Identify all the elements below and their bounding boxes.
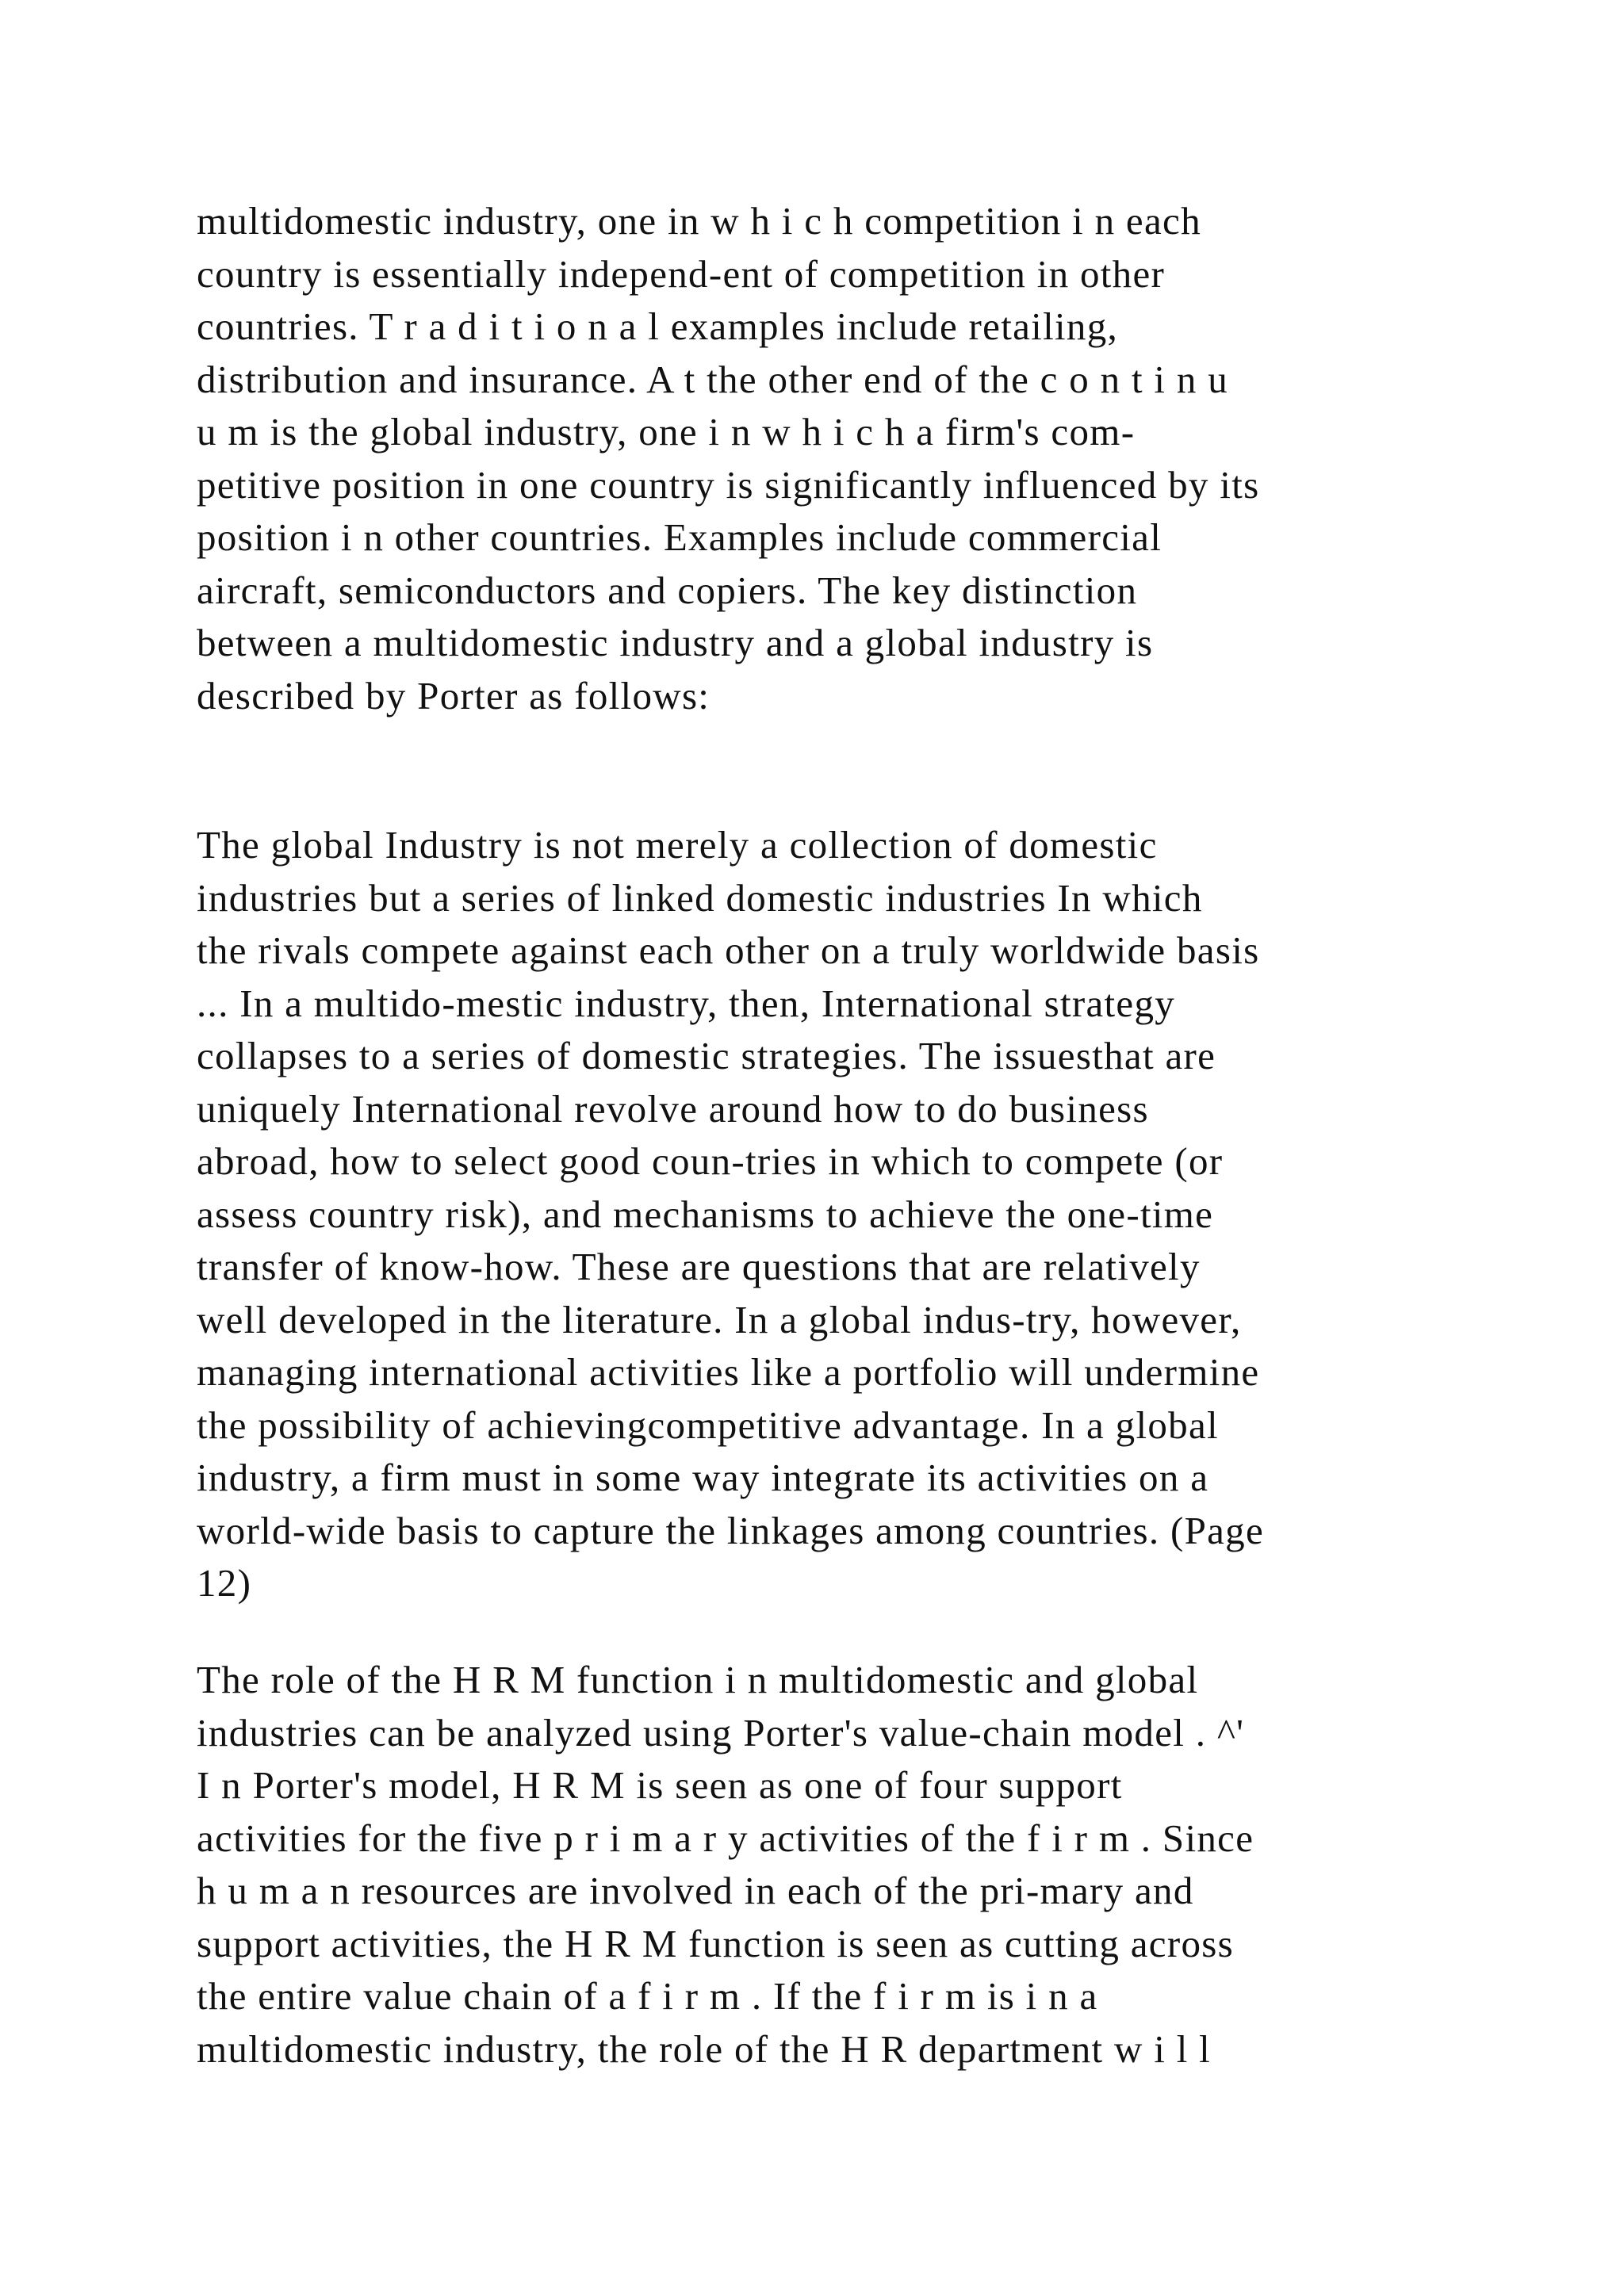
text-line: transfer of know-how. These are questions that are relatively (197, 1245, 1201, 1288)
text-line: ... In a multido-mestic industry, then, International strategy (197, 981, 1176, 1025)
text-line: support activities, the H R M function is seen as cutting across (197, 1921, 1234, 1965)
text-line: The role of the H R M function i n multidomestic and global (197, 1658, 1199, 1701)
text-line: world-wide basis to capture the linkages among countries. (Page (197, 1508, 1265, 1552)
text-line: uniquely International revolve around how to do business (197, 1086, 1149, 1131)
text-line: described by Porter as follows: (197, 673, 710, 718)
text-line: the possibility of achievingcompetitive advantage. In a global (197, 1402, 1219, 1447)
text-line: collapses to a series of domestic strategies. The issuesthat are (197, 1034, 1216, 1077)
text-line: countries. T r a d i t i o n a l examples include retailing, (197, 304, 1119, 348)
paragraph-multidomestic-intro (197, 195, 1481, 722)
paragraph-porter-quote (197, 819, 1481, 1610)
text-line: aircraft, semiconductors and copiers. The key distinction (197, 568, 1138, 612)
text-line: u m is the global industry, one i n w h i c h a firm's com- (197, 410, 1136, 453)
text-line: well developed in the literature. In a global indus-try, however, (197, 1297, 1242, 1341)
text-line: between a multidomestic industry and a global industry is (197, 621, 1154, 664)
text-line: petitive position in one country is significantly influenced by its (197, 462, 1260, 507)
text-line: I n Porter's model, H R M is seen as one of four support (197, 1763, 1123, 1807)
text-line: the rivals compete against each other on a truly worldwide basis (197, 928, 1260, 972)
text-line: abroad, how to select good coun-tries in which to compete (or (197, 1139, 1224, 1183)
paragraph-hrm-role (197, 1654, 1481, 2076)
text-line: industry, a firm must in some way integrate its activities on a (197, 1456, 1209, 1499)
text-line: activities for the five p r i m a r y activities of the f i r m . Since (197, 1816, 1254, 1860)
text-line: assess country risk), and mechanisms to achieve the one-time (197, 1192, 1214, 1236)
text-line: industries but a series of linked domestic industries In which (197, 875, 1203, 920)
text-line: managing international activities like a portfolio will undermine (197, 1350, 1260, 1394)
text-line: country is essentially independ-ent of competition in other (197, 251, 1166, 296)
text-line: position i n other countries. Examples include commercial (197, 515, 1162, 559)
text-line: 12) (197, 1561, 252, 1605)
text-line: distribution and insurance. A t the other end of the c o n t i n u (197, 357, 1229, 401)
text-line: industries can be analyzed using Porter's value-chain model . ^' (197, 1710, 1245, 1755)
text-line: multidomestic industry, one in w h i c h competition i n each (197, 199, 1201, 243)
text-line: the entire value chain of a f i r m . If the f i r m is i n a (197, 1974, 1098, 2018)
text-line: h u m a n resources are involved in each of the pri-mary and (197, 1869, 1194, 1912)
text-line: multidomestic industry, the role of the H R department w i l l (197, 2026, 1212, 2071)
text-line: The global Industry is not merely a collection of domestic (197, 823, 1158, 867)
